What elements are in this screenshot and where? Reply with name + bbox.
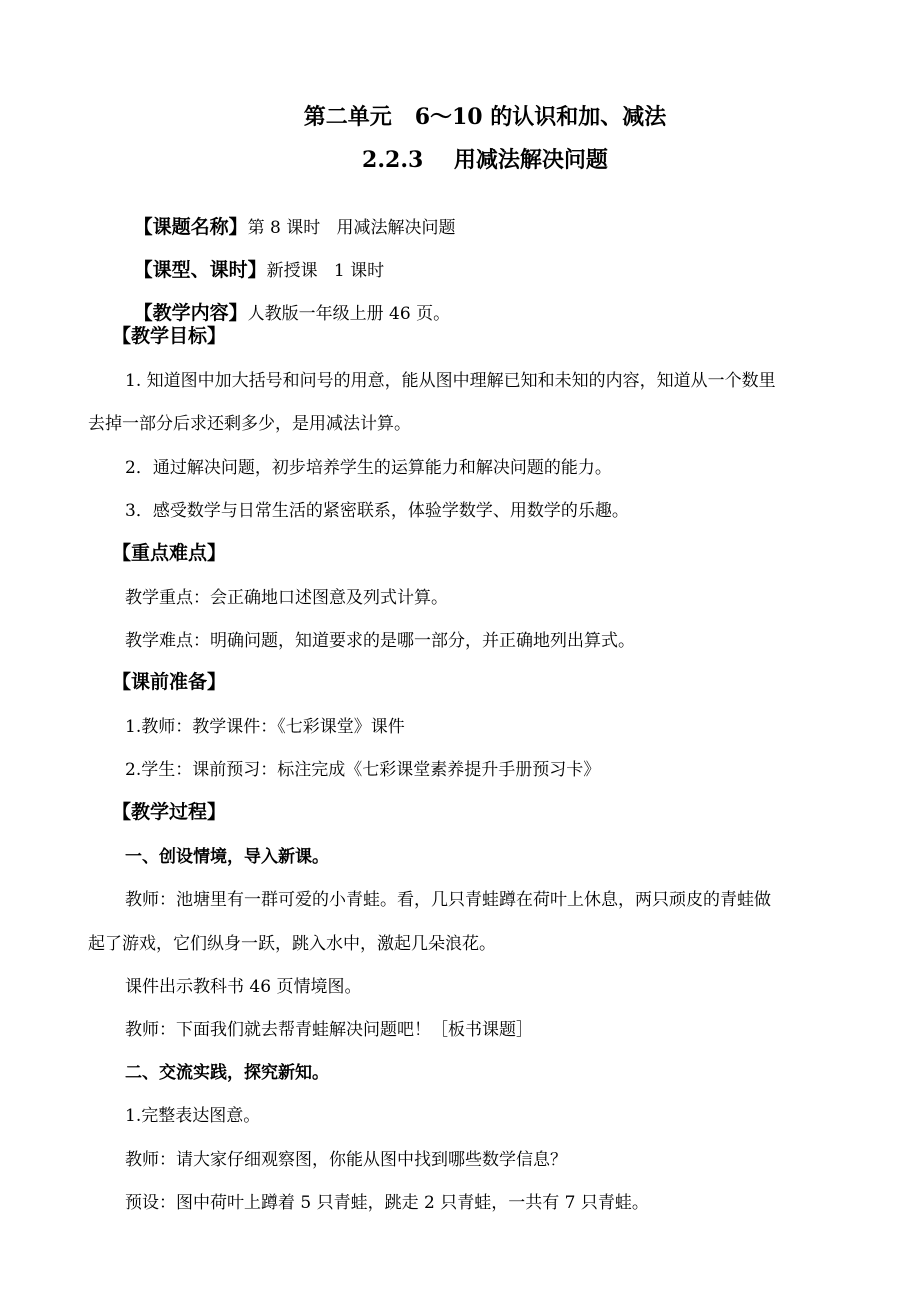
section-heading-key: 【重点难点】 [112,542,227,564]
paragraph-3: 教师：下面我们就去帮青蛙解决问题吧！［板书课题］ [125,1020,533,1040]
goal-1-line-1: 1. 知道图中加大括号和问号的用意，能从图中理解已知和未知的内容，知道从一个数里 [125,371,776,391]
key-point: 教学重点：会正确地口述图意及列式计算。 [125,588,448,608]
paragraph-1-line-1: 教师：池塘里有一群可爱的小青蛙。看，几只青蛙蹲在荷叶上休息，两只顽皮的青蛙做 [125,890,771,910]
unit-title: 第二单元 6～10 的认识和加、减法 [303,104,667,130]
process-step-2: 二、交流实践，探究新知。 [125,1063,329,1083]
difficult-point: 教学难点：明确问题，知道要求的是哪一部分，并正确地列出算式。 [125,631,635,651]
goal-2: 2．通过解决问题，初步培养学生的运算能力和解决问题的能力。 [125,458,612,478]
meta-value: 人教版一年级上册 46 页。 [247,304,451,324]
meta-value: 新授课 1 课时 [266,261,385,281]
prep-teacher: 1.教师：教学课件：《七彩课堂》课件 [125,717,405,737]
section-heading-goals: 【教学目标】 [112,325,227,347]
paragraph-5: 教师：请大家仔细观察图，你能从图中找到哪些数学信息？ [125,1150,567,1170]
prep-student: 2.学生：课前预习：标注完成《七彩课堂素养提升手册预习卡》 [125,760,601,780]
paragraph-6: 预设：图中荷叶上蹲着 5 只青蛙，跳走 2 只青蛙，一共有 7 只青蛙。 [125,1193,649,1213]
paragraph-2: 课件出示教科书 46 页情境图。 [125,977,362,997]
paragraph-1-line-2: 起了游戏，它们纵身一跃，跳入水中，激起几朵浪花。 [88,934,496,954]
section-heading-process: 【教学过程】 [112,801,227,823]
lesson-title: 2.2.3 用减法解决问题 [362,147,608,173]
goal-3: 3．感受数学与日常生活的紧密联系，体验学数学、用数学的乐趣。 [125,501,629,521]
meta-label: 【教学内容】 [133,302,248,324]
paragraph-4: 1.完整表达图意。 [125,1106,261,1126]
section-heading-prep: 【课前准备】 [112,671,227,693]
meta-value: 第 8 课时 用减法解决问题 [247,218,456,238]
meta-label: 【课题名称】 [133,216,248,238]
process-step-1: 一、创设情境，导入新课。 [125,847,329,867]
meta-label: 【课型、课时】 [133,259,267,281]
goal-1-line-2: 去掉一部分后求还剩多少，是用减法计算。 [88,414,411,434]
